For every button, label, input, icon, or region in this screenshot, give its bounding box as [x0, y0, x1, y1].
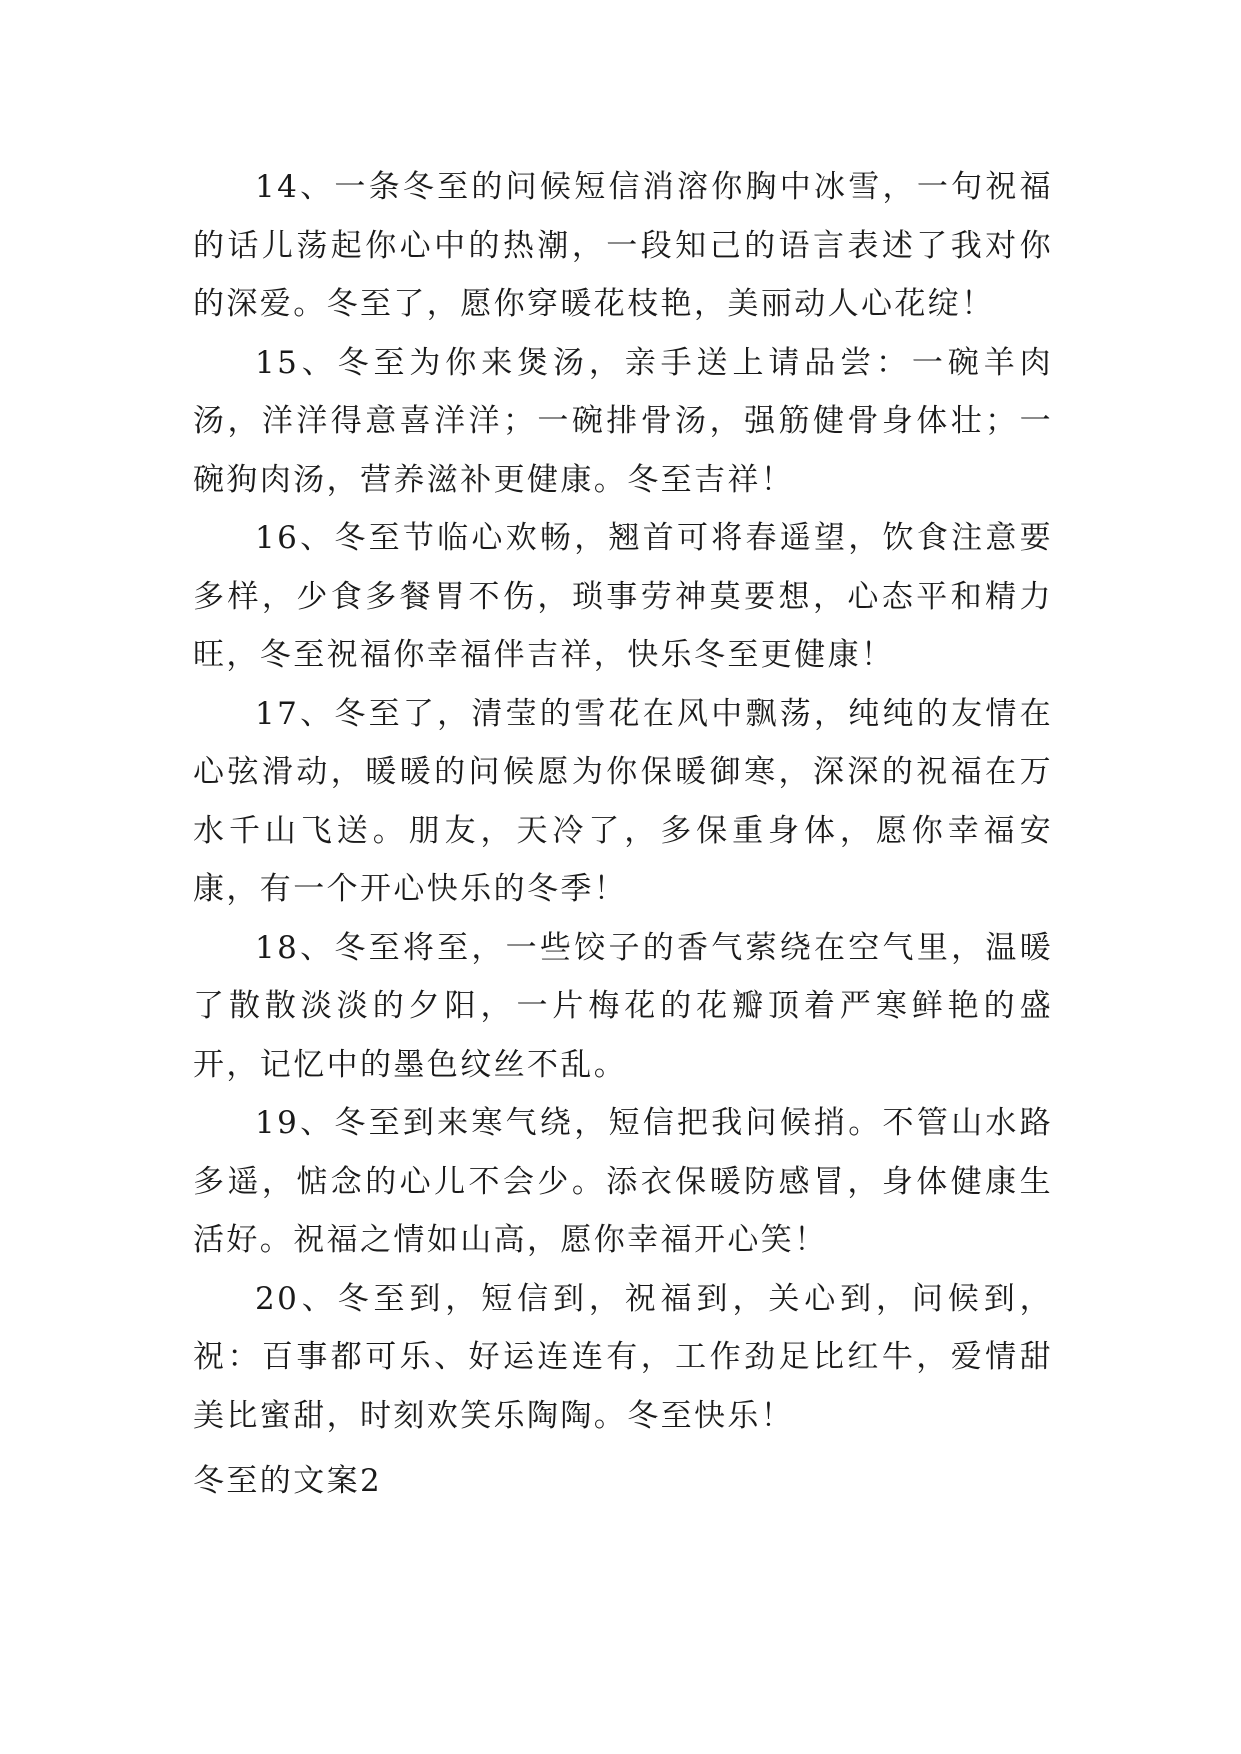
section-title: 冬至的文案2 — [193, 1463, 383, 1499]
paragraph-20: 20、冬至到，短信到，祝福到，关心到，问候到，祝：百事都可乐、好运连连有，工作劲足比红牛，爱情甜美比蜜甜，时刻欢笑乐陶陶。冬至快乐！ — [193, 1280, 1053, 1434]
paragraph-15: 15、冬至为你来煲汤，亲手送上请品尝：一碗羊肉汤，洋洋得意喜洋洋；一碗排骨汤，强筋健骨身体壮；一碗狗肉汤，营养滋补更健康。冬至吉祥！ — [193, 344, 1053, 498]
document-body — [193, 158, 1053, 1445]
paragraph-14: 14、一条冬至的问候短信消溶你胸中冰雪，一句祝福的话儿荡起你心中的热潮，一段知己的语言表述了我对你的深爱。冬至了，愿你穿暖花枝艳，美丽动人心花绽！ — [193, 169, 1053, 322]
paragraph-19: 19、冬至到来寒气绕，短信把我问候捎。不管山水路多遥，惦念的心儿不会少。添衣保暖防感冒，身体健康生活好。祝福之情如山高，愿你幸福开心笑！ — [193, 1105, 1053, 1258]
paragraph-17: 17、冬至了，清莹的雪花在风中飘荡，纯纯的友情在心弦滑动，暖暖的问候愿为你保暖御寒，深深的祝福在万水千山飞送。朋友，天冷了，多保重身体，愿你幸福安康，有一个开心快乐的冬季！ — [193, 695, 1053, 907]
paragraph-16: 16、冬至节临心欢畅，翘首可将春遥望，饮食注意要多样，少食多餐胃不伤，琐事劳神莫要想，心态平和精力旺，冬至祝福你幸福伴吉祥，快乐冬至更健康！ — [193, 520, 1053, 673]
paragraph-18: 18、冬至将至，一些饺子的香气萦绕在空气里，温暖了散散淡淡的夕阳，一片梅花的花瓣顶着严寒鲜艳的盛开，记忆中的墨色纹丝不乱。 — [193, 929, 1053, 1083]
